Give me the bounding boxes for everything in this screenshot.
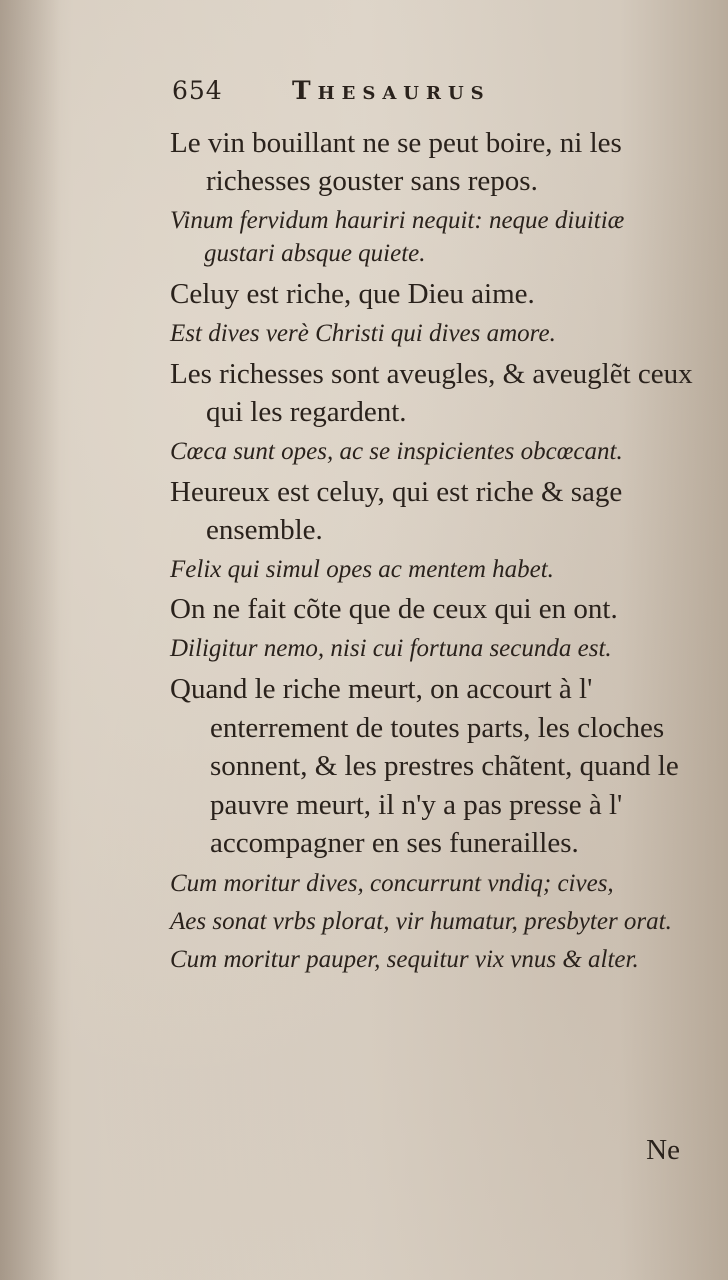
proverb-latin: Cœca sunt opes, ac se inspicientes obcœcant.	[170, 438, 623, 465]
proverb-latin: Aes sonat vrbs plorat, vir humatur, presbyter orat.	[170, 907, 672, 935]
proverb-latin: Diligitur nemo, nisi cui fortuna secunda est.	[170, 635, 612, 662]
proverb-french: Celuy est riche, que Dieu aime.	[170, 278, 535, 310]
page-header	[172, 74, 638, 114]
page-number: 654	[172, 76, 223, 105]
proverb-latin: Cum moritur dives, concurrunt vndiq; cives,	[170, 869, 614, 897]
proverb-latin: Cum moritur pauper, sequitur vix vnus & alter.	[170, 945, 639, 973]
proverb-french: Les richesses sont aveugles, & aveuglẽt ceux qui les regardent.	[170, 358, 693, 428]
binding-shadow	[0, 0, 60, 1280]
proverb-latin: Vinum fervidum hauriri nequit: neque diuitiæ gustari absque quiete.	[170, 207, 625, 267]
catchword: Ne	[646, 1134, 680, 1166]
proverb-french: Heureux est celuy, qui est riche & sage ensemble.	[170, 476, 623, 546]
running-head: Thesaurus	[292, 76, 491, 105]
proverb-french: Le vin bouillant ne se peut boire, ni les richesses gouster sans repos.	[170, 127, 622, 197]
proverb-french: Quand le riche meurt, on accourt à l' enterrement de toutes parts, les cloches sonnent, & les prestres chãtent, quand le pauvre meurt, il n'y a pas presse à l' accompagner en ses funerailles.	[170, 673, 679, 859]
text-block	[170, 124, 695, 981]
proverb-latin: Est dives verè Christi qui dives amore.	[170, 320, 556, 347]
proverb-latin: Felix qui simul opes ac mentem habet.	[170, 556, 554, 583]
proverb-french: On ne fait cõte que de ceux qui en ont.	[170, 593, 618, 625]
